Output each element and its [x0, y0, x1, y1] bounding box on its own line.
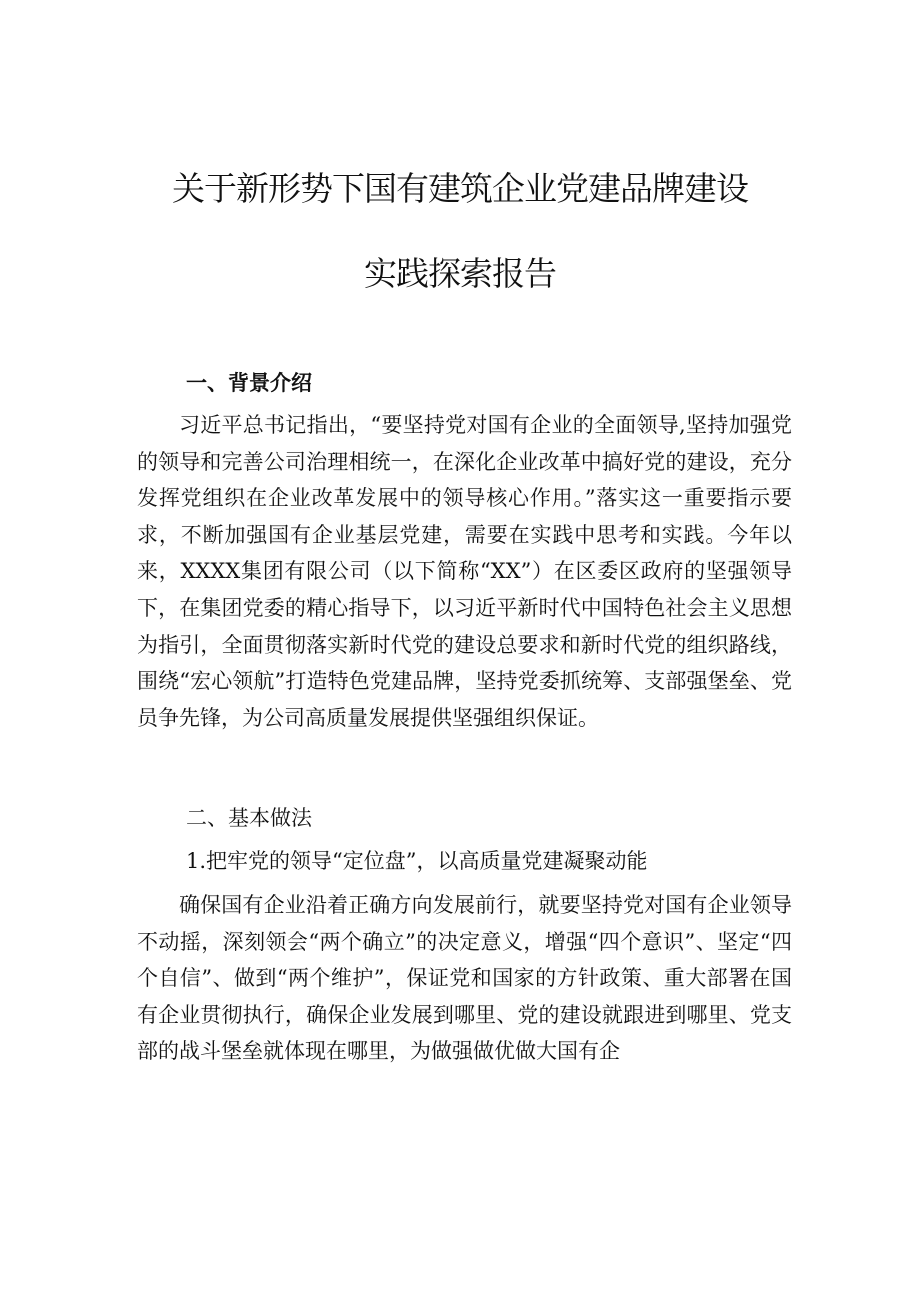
document-title-line-2: 实践探索报告 — [364, 254, 556, 293]
section-2-heading: 二、基本做法 — [186, 806, 312, 830]
subsection-1-heading: 1.把牢党的领导“定位盘”，以高质量党建凝聚动能 — [186, 849, 648, 873]
subsection-1-paragraph: 确保国有企业沿着正确方向发展前行，就要坚持党对国有企业领导不动摇，深刻领会“两个确立”的决定意义，增强“四个意识”、坚定“四个自信”、做到“两个维护”，保证党和国家的方针政策、重大部署在国有企业贯彻执行，确保企业发展到哪里、党的建设就跟进到哪里、党支部的战斗堡垒就体现在哪里，为做强做优做大国有企 — [137, 893, 792, 1064]
document-title-line-1: 关于新形势下国有建筑企业党建品牌建设 — [172, 169, 748, 208]
section-1-paragraph: 习近平总书记指出，“要坚持党对国有企业的全面领导,坚持加强党的领导和完善公司治理相统一，在深化企业改革中搞好党的建设，充分发挥党组织在企业改革发展中的领导核心作用。”落实这一重要指示要求，不断加强国有企业基层党建，需要在实践中思考和实践。今年以来，XXXX集团有限公司（以下简称“XX”）在区委区政府的坚强领导下，在集团党委的精心指导下，以习近平新时代中国特色社会主义思想为指引，全面贯彻落实新时代党的建设总要求和新时代党的组织路线，围绕“宏心领航”打造特色党建品牌，坚持党委抓统筹、支部强堡垒、党员争先锋，为公司高质量发展提供坚强组织保证。 — [137, 413, 792, 730]
section-1-heading: 一、背景介绍 — [186, 371, 312, 395]
